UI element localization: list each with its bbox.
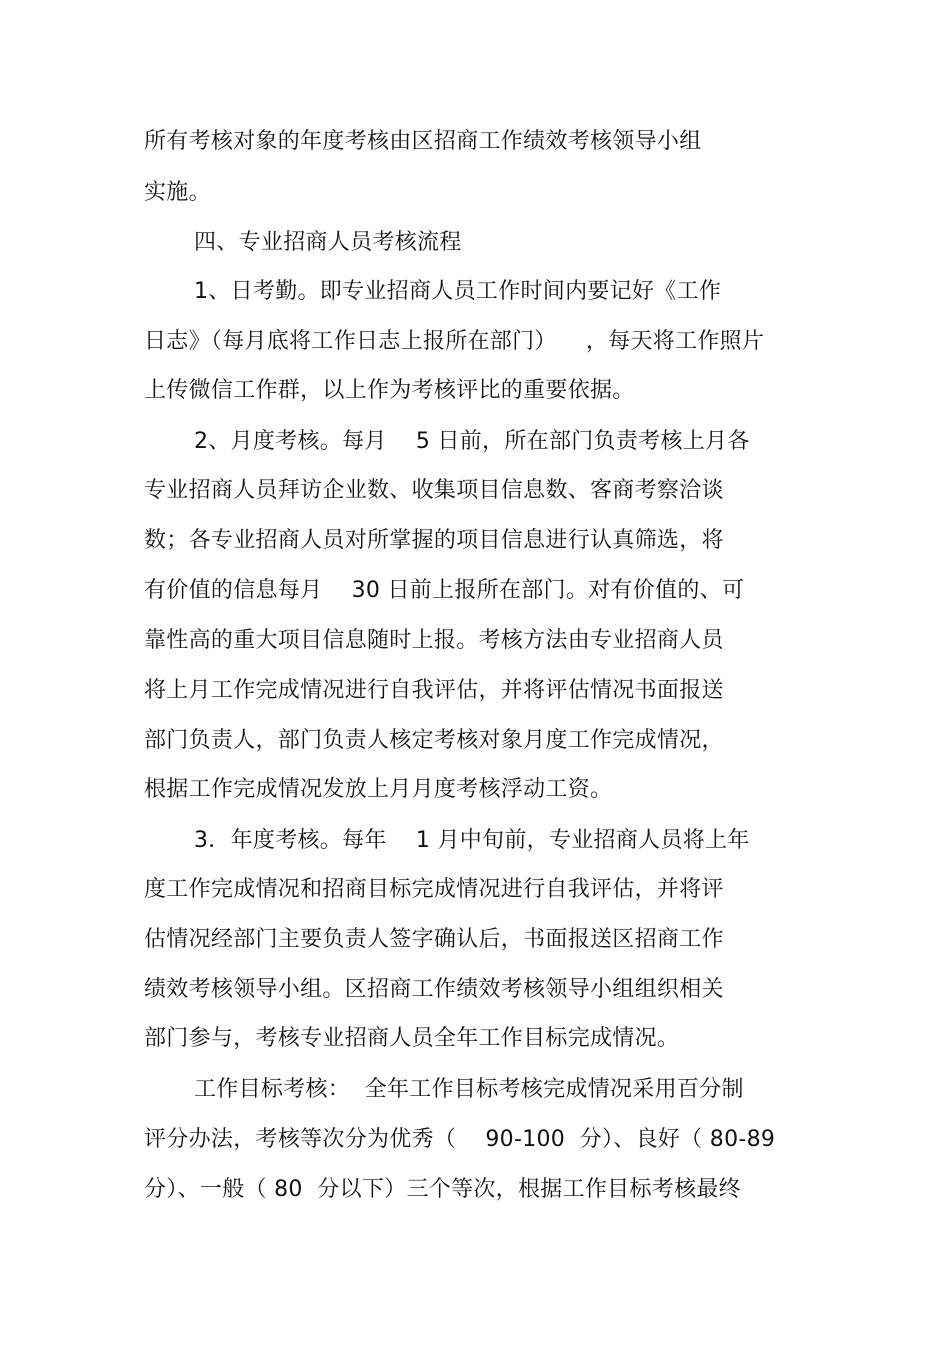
text-line: 估情况经部门主要负责人签字确认后，书面报送区招商工作 [144,927,724,952]
text-line: 工作目标考核： 全年工作目标考核完成情况采用百分制 [194,1077,744,1102]
text-line: 部门参与，考核专业招商人员全年工作目标完成情况。 [144,1026,680,1051]
text-line: 根据工作完成情况发放上月月度考核浮动工资。 [144,777,613,802]
text-line: 度工作完成情况和招商目标完成情况进行自我评估，并将评 [144,877,724,902]
text-line: 实施。 [144,180,211,205]
text-line: 2、月度考核。每月 5 日前，所在部门负责考核上月各 [194,429,750,454]
text-line: 日志》（每月底将工作日志上报所在部门） ，每天将工作照片 [144,329,765,354]
text-line: 有价值的信息每月 30 日前上报所在部门。对有价值的、可 [144,578,745,603]
text-line: 绩效考核领导小组。区招商工作绩效考核领导小组组织相关 [144,977,724,1002]
text-line: 评分办法，考核等次分为优秀（ 90-100 分）、良好（ 80-89 [144,1127,776,1152]
text-line: 数；各专业招商人员对所掌握的项目信息进行认真筛选，将 [144,528,724,553]
text-line: 所有考核对象的年度考核由区招商工作绩效考核领导小组 [144,129,702,154]
text-line: 上传微信工作群，以上作为考核评比的重要依据。 [144,378,635,403]
text-line: 3．年度考核。每年 1 月中旬前，专业招商人员将上年 [194,828,750,853]
text-line: 专业招商人员拜访企业数、收集项目信息数、客商考察洽谈 [144,478,724,503]
text-line: 将上月工作完成情况进行自我评估，并将评估情况书面报送 [144,678,724,703]
text-line: 分）、一般（ 80 分以下）三个等次，根据工作目标考核最终 [144,1177,741,1202]
text-line: 部门负责人，部门负责人核定考核对象月度工作完成情况， [144,728,724,753]
section-heading: 四、专业招商人员考核流程 [194,230,462,255]
text-line: 1、日考勤。即专业招商人员工作时间内要记好《工作 [194,279,722,304]
text-line: 靠性高的重大项目信息随时上报。考核方法由专业招商人员 [144,628,724,653]
